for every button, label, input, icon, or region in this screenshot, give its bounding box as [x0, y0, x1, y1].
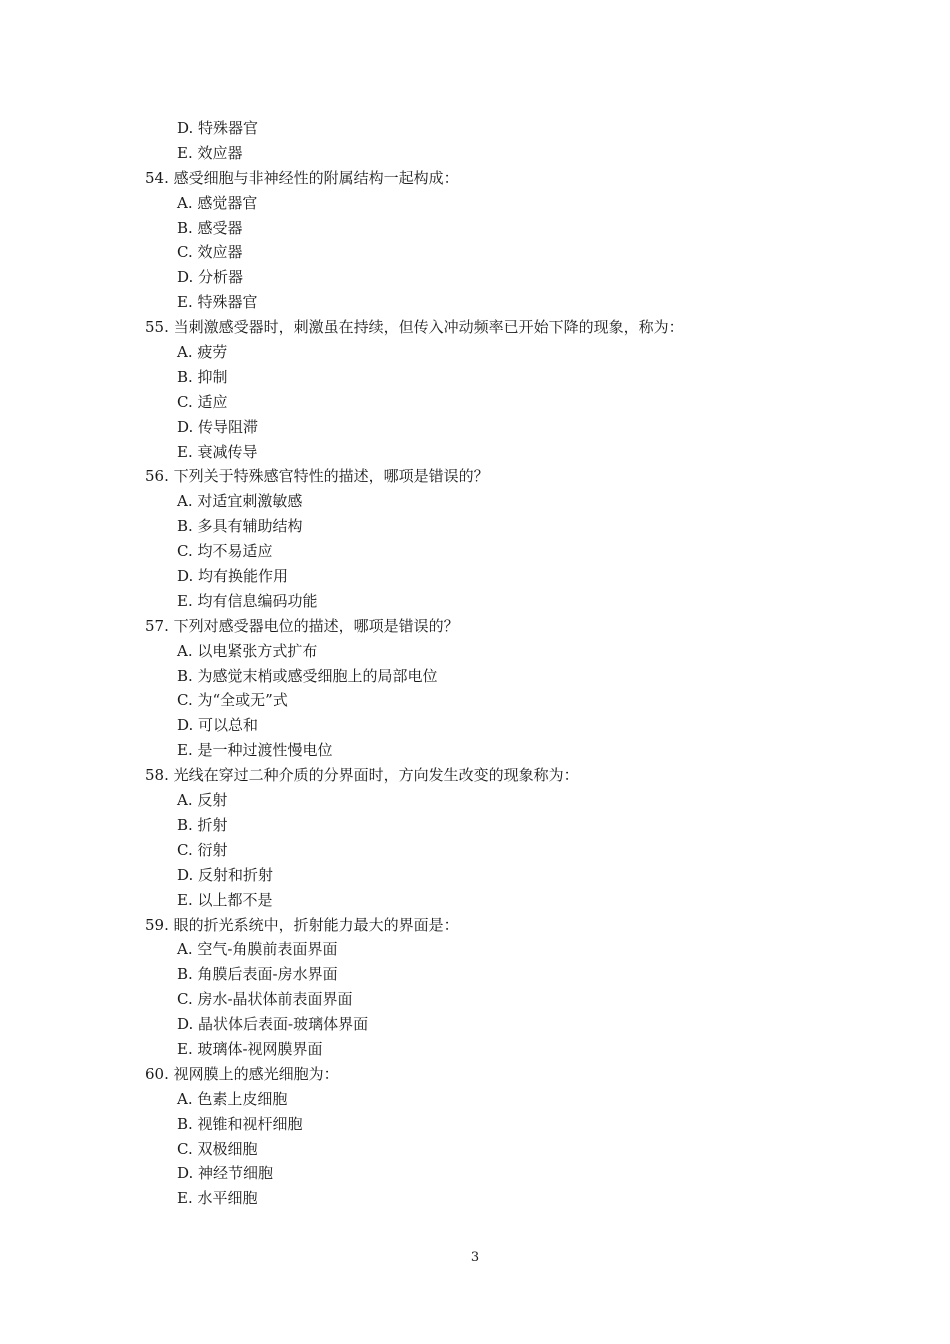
option-line: E. 效应器 [177, 143, 243, 162]
option-line: A. 感觉器官 [177, 193, 258, 212]
option-line: B. 感受器 [177, 218, 243, 237]
question-stem: 56. 下列关于特殊感官特性的描述，哪项是错误的？ [145, 467, 489, 486]
option-line: E. 以上都不是 [177, 890, 273, 909]
option-line: C. 双极细胞 [177, 1139, 258, 1158]
option-line: B. 多具有辅助结构 [177, 517, 303, 536]
page-number: 3 [470, 1250, 480, 1265]
option-line: D. 晶状体后表面-玻璃体界面 [177, 1015, 369, 1034]
option-line: C. 适应 [177, 392, 228, 411]
option-line: A. 反射 [177, 791, 228, 810]
option-line: D. 神经节细胞 [177, 1164, 274, 1183]
option-line: D. 分析器 [177, 268, 244, 287]
question-stem: 59. 眼的折光系统中，折射能力最大的界面是： [145, 915, 459, 934]
question-stem: 58. 光线在穿过二种介质的分界面时，方向发生改变的现象称为： [145, 766, 579, 785]
option-line: C. 为“全或无”式 [177, 691, 288, 710]
option-line: B. 抑制 [177, 367, 228, 386]
option-line: E. 均有信息编码功能 [177, 591, 318, 610]
option-line: E. 衰减传导 [177, 442, 258, 461]
option-line: D. 可以总和 [177, 716, 259, 735]
option-line: C. 衍射 [177, 840, 228, 859]
option-line: C. 均不易适应 [177, 542, 273, 561]
option-line: E. 玻璃体-视网膜界面 [177, 1039, 323, 1058]
option-line: E. 特殊器官 [177, 293, 258, 312]
option-line: D. 传导阻滞 [177, 417, 259, 436]
option-line: A. 色素上皮细胞 [177, 1089, 288, 1108]
option-line: A. 以电紧张方式扩布 [177, 641, 318, 660]
option-line: D. 特殊器官 [177, 119, 259, 137]
option-line: B. 视锥和视杆细胞 [177, 1114, 303, 1133]
option-line: C. 效应器 [177, 243, 243, 262]
option-line: A. 疲劳 [177, 343, 228, 362]
option-line: E. 水平细胞 [177, 1189, 258, 1208]
question-stem: 60. 视网膜上的感光细胞为： [145, 1064, 339, 1083]
option-line: B. 折射 [177, 815, 228, 834]
option-line: B. 为感觉末梢或感受细胞上的局部电位 [177, 666, 438, 685]
question-stem: 57. 下列对感受器电位的描述，哪项是错误的？ [145, 616, 459, 635]
option-line: B. 角膜后表面-房水界面 [177, 965, 338, 984]
option-line: D. 均有换能作用 [177, 567, 289, 586]
option-line: E. 是一种过渡性慢电位 [177, 741, 333, 760]
option-line: A. 空气-角膜前表面界面 [177, 940, 338, 959]
question-stem: 55. 当刺激感受器时，刺激虽在持续，但传入冲动频率已开始下降的现象，称为： [145, 318, 684, 337]
option-line: A. 对适宜刺激敏感 [177, 492, 303, 511]
question-stem: 54. 感受细胞与非神经性的附属结构一起构成： [145, 168, 459, 187]
option-line: D. 反射和折射 [177, 865, 274, 884]
option-line: C. 房水-晶状体前表面界面 [177, 990, 353, 1009]
question-list [145, 116, 845, 1211]
